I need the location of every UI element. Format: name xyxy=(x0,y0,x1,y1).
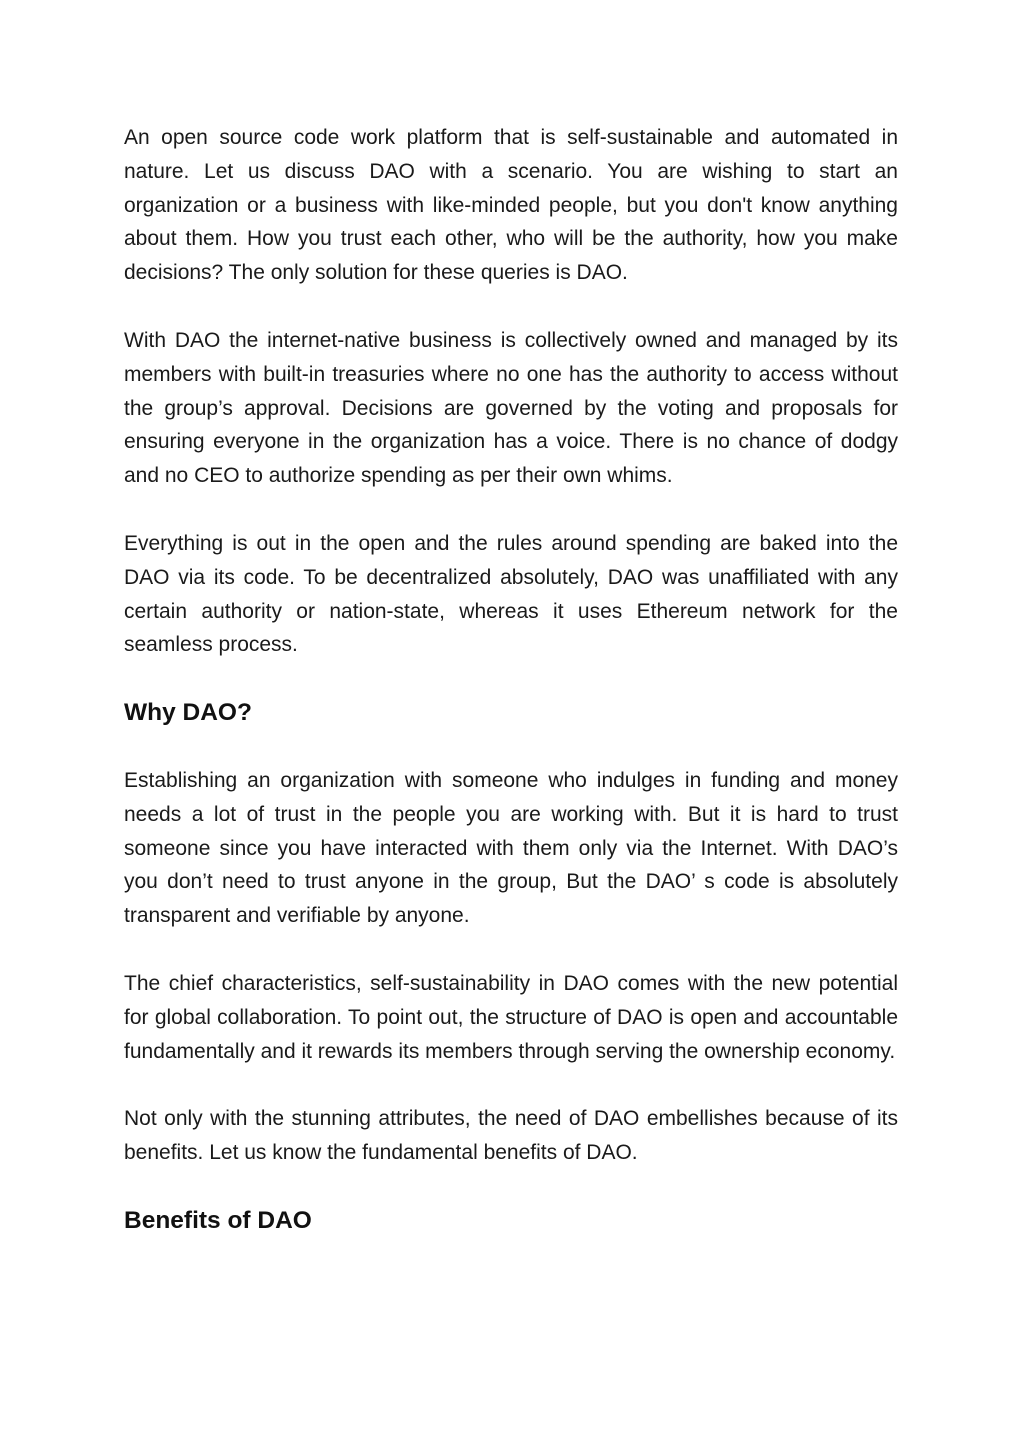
paragraph-why-trust: Establishing an organization with someone who indulges in funding and money needs a lot of trust in the people you are working with. But it is hard to trust someone since you have interacted with them only via the Internet. With DAO’s you don’t need to trust anyone in the group, But the DAO’ s code is absolutely transparent and verifiable by anyone. xyxy=(124,768,898,928)
paragraph-why-characteristics: The chief characteristics, self-sustainability in DAO comes with the new potential for global collaboration. To point out, the structure of DAO is open and accountable fundamentally and it rewards its members through serving the ownership economy. xyxy=(124,971,898,1063)
paragraph-intro-open-rules: Everything is out in the open and the rules around spending are baked into the DAO via its code. To be decentralized absolutely, DAO was unaffiliated with any certain authority or nation-state, whereas it uses Ethereum network for the seamless process. xyxy=(124,531,898,657)
paragraph-why-benefits-intro: Not only with the stunning attributes, the need of DAO embellishes because of its benefits. Let us know the fundamental benefits of DAO. xyxy=(124,1107,898,1165)
paragraph-intro-open-source: An open source code work platform that is self-sustainable and automated in nature. Let us discuss DAO with a scenario. You are wishing to start an organization or a business with like-minded people, but you don't know anything about them. How you trust each other, who will be the authority, how you make decisions? The only solution for these queries is DAO. xyxy=(124,126,898,285)
paragraph-intro-internet-native: With DAO the internet-native business is collectively owned and managed by its members with built-in treasuries where no one has the authority to access without the group’s approval. Decisions are governed by the voting and proposals for ensuring everyone in the organization has a voice. There is no chance of dodgy and no CEO to authorize spending as per their own whims. xyxy=(124,328,898,488)
heading-benefits-of-dao: Benefits of DAO xyxy=(124,1206,312,1234)
heading-why-dao: Why DAO? xyxy=(124,699,252,727)
document-page xyxy=(124,121,898,1272)
